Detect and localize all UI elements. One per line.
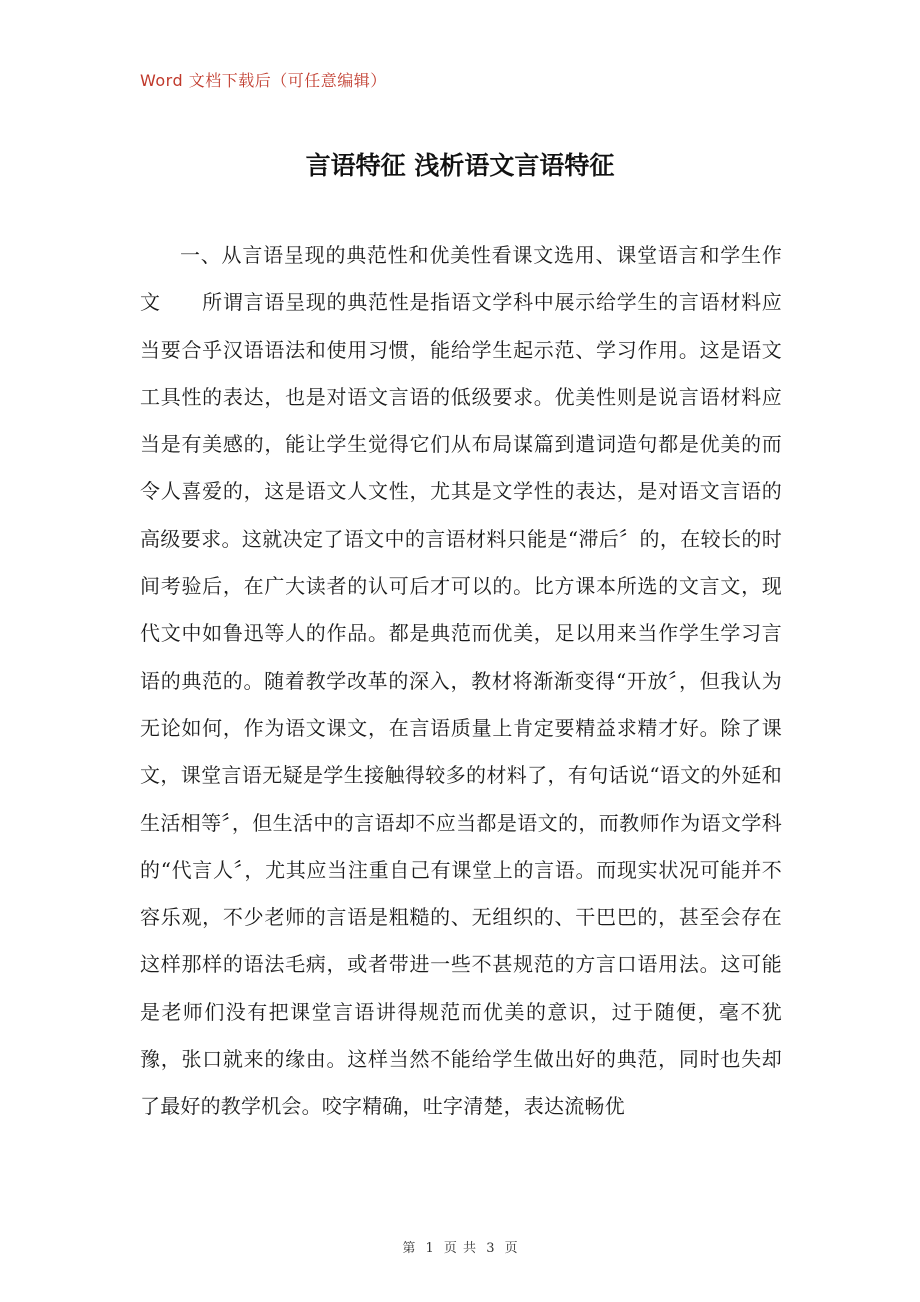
page-label-prefix: 第 <box>402 1241 416 1256</box>
total-page-count: 3 <box>486 1241 495 1256</box>
document-title: 言语特征 浅析语文言语特征 <box>305 151 615 180</box>
page-label-mid: 页 共 <box>443 1241 477 1256</box>
page-number-footer <box>0 1237 920 1256</box>
page-label-suffix: 页 <box>504 1241 518 1256</box>
current-page-number: 1 <box>425 1241 434 1256</box>
document-body: 一、从言语呈现的典范性和优美性看课文选用、课堂语言和学生作文 所谓言语呈现的典范性是指语文学科中展示给学生的言语材料应当要合乎汉语语法和使用习惯，能给学生起示范、学习作用。这是语文工具性的表达，也是对语文言语的低级要求。优美性则是说言语材料应当是有美感的，能让学生觉得它们从布局谋篇到遣词造句都是优美的而令人喜爱的，这是语文人文性，尤其是文学性的表达，是对语文言语的高级要求。这就决定了语文中的言语材料只能是“滞后〞的，在较长的时间考验后，在广大读者的认可后才可以的。比方课本所选的文言文，现代文中如鲁迅等人的作品。都是典范而优美，足以用来当作学生学习言语的典范的。随着教学改革的深入，教材将渐渐变得“开放〞，但我认为无论如何，作为语文课文，在言语质量上肯定要精益求精才好。除了课文，课堂言语无疑是学生接触得较多的材料了，有句话说“语文的外延和生活相等〞，但生活中的言语却不应当都是语文的，而教师作为语文学科的“代言人〞，尤其应当注重自己有课堂上的言语。而现实状况可能并不容乐观，不少老师的言语是粗糙的、无组织的、干巴巴的，甚至会存在这样那样的语法毛病，或者带进一些不甚规范的方言口语用法。这可能是老师们没有把课堂言语讲得规范而优美的意识，过于随便，毫不犹豫，张口就来的缘由。这样当然不能给学生做出好的典范，同时也失却了最好的教学机会。咬字精确，吐字清楚，表达流畅优 <box>140 243 782 1119</box>
download-note: Word 文档下载后（可任意编辑） <box>140 71 387 90</box>
